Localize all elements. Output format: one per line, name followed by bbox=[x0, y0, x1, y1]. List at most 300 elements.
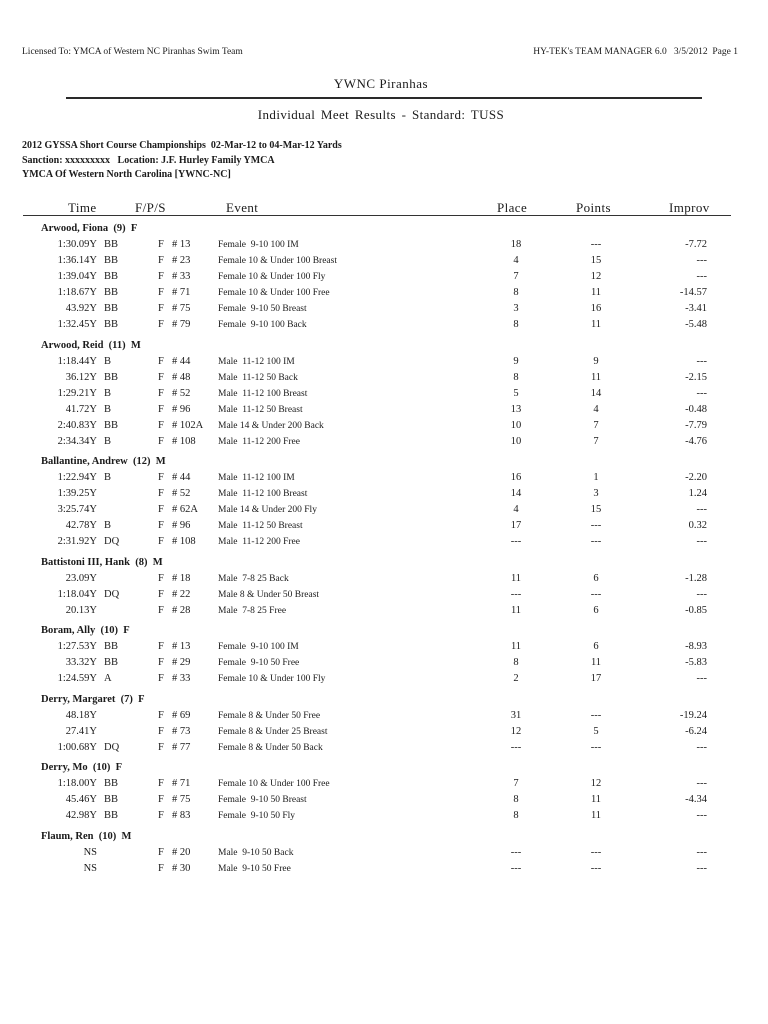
result-event: Male 11-12 200 Free bbox=[218, 436, 300, 447]
swimmer-name: Flaum, Ren (10) M bbox=[41, 830, 132, 842]
result-standard: BB bbox=[104, 319, 119, 330]
result-event: Female 8 & Under 50 Free bbox=[218, 710, 321, 721]
result-event-number: # 96 bbox=[172, 403, 191, 415]
result-event: Female 9-10 100 Back bbox=[218, 320, 307, 330]
results-table bbox=[0, 221, 768, 881]
report-subtitle: Individual Meet Results - Standard: TUSS bbox=[257, 107, 505, 122]
result-fps: F bbox=[158, 435, 164, 447]
result-place: 5 bbox=[513, 387, 519, 399]
result-improvement: -7.79 bbox=[685, 419, 707, 431]
result-event-number: # 83 bbox=[172, 810, 191, 821]
swimmer-group bbox=[0, 338, 768, 450]
result-standard: B bbox=[104, 435, 112, 447]
result-fps: F bbox=[158, 504, 164, 515]
result-row bbox=[0, 285, 768, 301]
team-line: YMCA Of Western North Carolina [YWNC-NC] bbox=[22, 169, 231, 180]
result-fps: F bbox=[158, 488, 164, 499]
result-row bbox=[0, 386, 768, 402]
result-points: 15 bbox=[590, 504, 602, 515]
result-event: Male 9-10 50 Free bbox=[218, 863, 291, 874]
result-fps: F bbox=[158, 403, 164, 415]
swimmer-group bbox=[0, 760, 768, 824]
result-improvement: -6.24 bbox=[685, 725, 707, 737]
swimmer-name: Ballantine, Andrew (12) M bbox=[41, 456, 166, 467]
result-row bbox=[0, 708, 768, 724]
result-event-number: # 73 bbox=[172, 725, 191, 737]
result-place: 14 bbox=[510, 488, 522, 499]
result-event: Female 10 & Under 100 Breast bbox=[218, 256, 337, 266]
result-time: 41.72Y bbox=[65, 403, 97, 415]
result-row bbox=[0, 301, 768, 317]
result-event: Female 8 & Under 25 Breast bbox=[218, 726, 328, 737]
result-place: --- bbox=[510, 741, 522, 753]
result-fps: F bbox=[158, 271, 164, 282]
result-event-number: # 108 bbox=[172, 536, 196, 547]
header-underline bbox=[23, 215, 731, 216]
result-row bbox=[0, 269, 768, 285]
result-points: 4 bbox=[593, 403, 599, 415]
software-version-line: HY-TEK's TEAM MANAGER 6.0 3/5/2012 Page 1 bbox=[533, 47, 738, 57]
result-standard: BB bbox=[104, 419, 119, 431]
result-event-number: # 75 bbox=[172, 794, 191, 805]
result-fps: F bbox=[158, 520, 164, 531]
swimmer-group bbox=[0, 555, 768, 619]
result-fps: F bbox=[158, 355, 164, 367]
result-row bbox=[0, 587, 768, 603]
result-points: --- bbox=[590, 741, 602, 753]
result-time: 33.32Y bbox=[65, 657, 97, 668]
result-fps: F bbox=[158, 387, 164, 399]
result-points: 3 bbox=[593, 488, 599, 499]
result-improvement: --- bbox=[696, 810, 707, 821]
result-place: 17 bbox=[510, 520, 522, 531]
result-time: 45.46Y bbox=[65, 794, 97, 805]
result-standard: BB bbox=[104, 641, 119, 652]
result-time: 1:22.94Y bbox=[57, 472, 97, 483]
result-improvement: 1.24 bbox=[688, 488, 707, 499]
result-improvement: --- bbox=[696, 778, 707, 789]
result-time: NS bbox=[83, 846, 97, 858]
result-points: 11 bbox=[590, 319, 602, 330]
result-improvement: -14.57 bbox=[679, 287, 707, 298]
result-event-number: # 18 bbox=[172, 572, 191, 584]
result-event-number: # 48 bbox=[172, 371, 191, 383]
result-event-number: # 44 bbox=[172, 472, 191, 483]
result-place: 8 bbox=[513, 319, 519, 330]
result-points: 1 bbox=[593, 472, 599, 483]
result-time: 36.12Y bbox=[65, 371, 97, 383]
result-points: --- bbox=[590, 588, 602, 600]
result-time: 3:25.74Y bbox=[57, 504, 97, 515]
result-fps: F bbox=[158, 371, 164, 383]
result-row bbox=[0, 740, 768, 756]
result-event: Female 10 & Under 100 Free bbox=[218, 779, 330, 789]
result-fps: F bbox=[158, 536, 164, 547]
result-event: Male 11-12 100 IM bbox=[218, 473, 295, 483]
result-event: Female 9-10 50 Free bbox=[218, 658, 300, 668]
result-fps: F bbox=[158, 741, 164, 753]
result-event-number: # 52 bbox=[172, 488, 191, 499]
result-event: Female 9-10 100 IM bbox=[218, 240, 299, 250]
result-event-number: # 108 bbox=[172, 435, 196, 447]
result-event-number: # 71 bbox=[172, 778, 191, 789]
swimmer-name: Boram, Ally (10) F bbox=[41, 625, 130, 636]
result-event: Female 9-10 50 Breast bbox=[218, 795, 307, 805]
result-improvement: --- bbox=[696, 673, 707, 684]
column-header-place: Place bbox=[497, 200, 528, 215]
result-points: --- bbox=[590, 536, 602, 547]
result-points: 11 bbox=[590, 657, 602, 668]
result-fps: F bbox=[158, 588, 164, 600]
result-row bbox=[0, 808, 768, 824]
result-improvement: --- bbox=[696, 862, 707, 874]
result-improvement: -2.20 bbox=[685, 472, 707, 483]
result-event-number: # 75 bbox=[172, 303, 191, 314]
result-points: 17 bbox=[590, 673, 602, 684]
result-time: 43.92Y bbox=[65, 303, 97, 314]
result-place: 8 bbox=[513, 371, 519, 383]
result-improvement: --- bbox=[696, 255, 707, 266]
result-standard: BB bbox=[104, 657, 119, 668]
result-place: 4 bbox=[513, 255, 519, 266]
result-fps: F bbox=[158, 641, 164, 652]
result-event-number: # 23 bbox=[172, 255, 191, 266]
result-time: 1:18.04Y bbox=[57, 588, 97, 600]
result-event: Female 10 & Under 100 Fly bbox=[218, 272, 326, 282]
result-fps: F bbox=[158, 657, 164, 668]
swimmer-group bbox=[0, 454, 768, 550]
result-event: Female 9-10 50 Breast bbox=[218, 304, 307, 314]
result-standard: DQ bbox=[104, 536, 120, 547]
result-row bbox=[0, 370, 768, 386]
result-time: 1:24.59Y bbox=[57, 673, 97, 684]
result-event: Male 14 & Under 200 Back bbox=[218, 420, 324, 431]
result-time: 1:36.14Y bbox=[57, 255, 97, 266]
result-improvement: --- bbox=[696, 846, 707, 858]
result-improvement: -5.83 bbox=[685, 657, 707, 668]
result-points: --- bbox=[590, 862, 602, 874]
result-place: 2 bbox=[513, 673, 519, 684]
result-fps: F bbox=[158, 725, 164, 737]
result-event-number: # 33 bbox=[172, 271, 191, 282]
result-place: 8 bbox=[513, 810, 519, 821]
result-standard: B bbox=[104, 355, 112, 367]
result-place: --- bbox=[510, 862, 522, 874]
result-place: 8 bbox=[513, 657, 519, 668]
result-points: 7 bbox=[593, 435, 599, 447]
result-standard: BB bbox=[104, 271, 119, 282]
report-title: YWNC Piranhas bbox=[333, 76, 429, 91]
result-event: Male 11-12 100 Breast bbox=[218, 489, 308, 499]
result-row bbox=[0, 861, 768, 877]
result-points: 11 bbox=[590, 794, 602, 805]
result-event: Male 11-12 100 Breast bbox=[218, 388, 308, 399]
result-improvement: --- bbox=[696, 355, 707, 367]
result-fps: F bbox=[158, 794, 164, 805]
result-row bbox=[0, 518, 768, 534]
result-fps: F bbox=[158, 287, 164, 298]
result-standard: BB bbox=[104, 239, 119, 250]
swimmer-name: Derry, Margaret (7) F bbox=[41, 693, 145, 705]
result-event: Male 11-12 50 Back bbox=[218, 372, 298, 383]
result-fps: F bbox=[158, 239, 164, 250]
meet-sanction-location-line: Sanction: xxxxxxxxx Location: J.F. Hurley Family YMCA bbox=[22, 155, 275, 166]
result-row bbox=[0, 470, 768, 486]
result-event-number: # 69 bbox=[172, 709, 191, 721]
result-improvement: -19.24 bbox=[679, 709, 707, 721]
result-event: Female 9-10 100 IM bbox=[218, 642, 299, 652]
result-row bbox=[0, 418, 768, 434]
result-event-number: # 13 bbox=[172, 239, 191, 250]
result-points: 12 bbox=[590, 271, 602, 282]
result-improvement: -5.48 bbox=[685, 319, 707, 330]
result-time: 1:30.09Y bbox=[57, 239, 97, 250]
result-time: 1:39.25Y bbox=[57, 488, 97, 499]
result-event-number: # 29 bbox=[172, 657, 191, 668]
result-standard: BB bbox=[104, 371, 119, 383]
result-row bbox=[0, 792, 768, 808]
result-place: 8 bbox=[513, 287, 519, 298]
result-place: 12 bbox=[510, 725, 522, 737]
result-improvement: --- bbox=[696, 741, 707, 753]
result-time: 20.13Y bbox=[65, 604, 97, 616]
result-event-number: # 52 bbox=[172, 387, 191, 399]
result-event-number: # 20 bbox=[172, 846, 191, 858]
result-improvement: --- bbox=[696, 504, 707, 515]
result-improvement: -8.93 bbox=[685, 641, 707, 652]
result-standard: BB bbox=[104, 794, 119, 805]
result-event: Male 11-12 200 Free bbox=[218, 537, 300, 547]
result-time: 23.09Y bbox=[65, 572, 97, 584]
result-standard: DQ bbox=[104, 741, 120, 753]
result-time: NS bbox=[83, 862, 97, 874]
result-fps: F bbox=[158, 419, 164, 431]
result-improvement: --- bbox=[696, 588, 707, 600]
result-event-number: # 30 bbox=[172, 862, 191, 874]
result-improvement: -0.48 bbox=[685, 403, 707, 415]
result-improvement: -1.28 bbox=[685, 572, 707, 584]
result-standard: B bbox=[104, 403, 112, 415]
result-fps: F bbox=[158, 673, 164, 684]
result-improvement: -4.76 bbox=[685, 435, 707, 447]
result-standard: BB bbox=[104, 255, 119, 266]
swimmer-group bbox=[0, 623, 768, 687]
result-event: Male 7-8 25 Free bbox=[218, 605, 287, 616]
result-points: 7 bbox=[593, 419, 599, 431]
result-place: 7 bbox=[513, 778, 519, 789]
result-improvement: --- bbox=[696, 271, 707, 282]
result-standard: B bbox=[104, 520, 112, 531]
result-points: 16 bbox=[590, 303, 602, 314]
result-points: 11 bbox=[590, 287, 602, 298]
result-place: 8 bbox=[513, 794, 519, 805]
license-line: Licensed To: YMCA of Western NC Piranhas Swim Team bbox=[22, 47, 243, 57]
result-row bbox=[0, 402, 768, 418]
column-header-time: Time bbox=[68, 200, 97, 215]
meet-name-line: 2012 GYSSA Short Course Championships 02-Mar-12 to 04-Mar-12 Yards bbox=[22, 140, 342, 151]
result-time: 2:40.83Y bbox=[57, 419, 97, 431]
result-time: 1:39.04Y bbox=[57, 271, 97, 282]
result-place: 11 bbox=[510, 641, 522, 652]
result-event-number: # 44 bbox=[172, 355, 191, 367]
result-event: Male 14 & Under 200 Fly bbox=[218, 505, 317, 515]
result-event: Male 11-12 50 Breast bbox=[218, 521, 303, 531]
result-points: 14 bbox=[590, 387, 602, 399]
result-improvement: --- bbox=[696, 536, 707, 547]
result-row bbox=[0, 253, 768, 269]
result-row bbox=[0, 655, 768, 671]
result-standard: BB bbox=[104, 778, 119, 789]
result-time: 42.78Y bbox=[65, 520, 97, 531]
result-event: Male 7-8 25 Back bbox=[218, 573, 289, 584]
result-place: 11 bbox=[510, 604, 522, 616]
result-standard: B bbox=[104, 472, 112, 483]
result-points: 12 bbox=[590, 778, 602, 789]
result-place: 11 bbox=[510, 572, 522, 584]
result-row bbox=[0, 671, 768, 687]
result-time: 48.18Y bbox=[65, 709, 97, 721]
result-event-number: # 28 bbox=[172, 604, 191, 616]
result-standard: B bbox=[104, 387, 112, 399]
result-row bbox=[0, 317, 768, 333]
result-improvement: --- bbox=[696, 387, 707, 399]
result-event: Male 8 & Under 50 Breast bbox=[218, 589, 320, 600]
result-standard: BB bbox=[104, 287, 119, 298]
result-row bbox=[0, 776, 768, 792]
result-event-number: # 33 bbox=[172, 673, 191, 684]
result-event: Female 9-10 50 Fly bbox=[218, 811, 296, 821]
column-header-fps: F/P/S bbox=[135, 200, 166, 215]
result-time: 1:29.21Y bbox=[57, 387, 97, 399]
result-event-number: # 22 bbox=[172, 588, 191, 600]
result-place: 9 bbox=[513, 355, 519, 367]
result-event-number: # 79 bbox=[172, 319, 191, 330]
result-row bbox=[0, 237, 768, 253]
result-points: 11 bbox=[590, 371, 602, 383]
result-points: --- bbox=[590, 239, 602, 250]
result-fps: F bbox=[158, 572, 164, 584]
title-rule bbox=[66, 97, 702, 99]
result-row bbox=[0, 639, 768, 655]
result-event-number: # 62A bbox=[172, 504, 198, 515]
result-fps: F bbox=[158, 303, 164, 314]
result-event-number: # 13 bbox=[172, 641, 191, 652]
result-time: 1:27.53Y bbox=[57, 641, 97, 652]
column-header-improv: Improv bbox=[669, 200, 710, 215]
column-header-event: Event bbox=[226, 200, 259, 215]
result-place: 10 bbox=[510, 419, 522, 431]
result-standard: BB bbox=[104, 810, 119, 821]
result-time: 1:18.00Y bbox=[57, 778, 97, 789]
result-points: --- bbox=[590, 709, 602, 721]
result-place: 18 bbox=[510, 239, 522, 250]
result-fps: F bbox=[158, 604, 164, 616]
result-improvement: -0.85 bbox=[685, 604, 707, 616]
result-fps: F bbox=[158, 255, 164, 266]
result-fps: F bbox=[158, 709, 164, 721]
result-place: 16 bbox=[510, 472, 522, 483]
result-row bbox=[0, 571, 768, 587]
swimmer-name: Arwood, Fiona (9) F bbox=[41, 223, 138, 234]
result-fps: F bbox=[158, 846, 164, 858]
swimmer-name: Derry, Mo (10) F bbox=[41, 762, 123, 773]
result-event: Male 9-10 50 Back bbox=[218, 847, 294, 858]
swimmer-name: Battistoni III, Hank (8) M bbox=[41, 556, 163, 568]
result-improvement: -3.41 bbox=[685, 303, 707, 314]
swimmer-name: Arwood, Reid (11) M bbox=[41, 339, 141, 351]
result-points: --- bbox=[590, 520, 602, 531]
result-points: 11 bbox=[590, 810, 602, 821]
result-place: --- bbox=[510, 846, 522, 858]
result-row bbox=[0, 603, 768, 619]
column-header-points: Points bbox=[576, 200, 611, 215]
result-fps: F bbox=[158, 472, 164, 483]
result-fps: F bbox=[158, 862, 164, 874]
result-points: --- bbox=[590, 846, 602, 858]
result-row bbox=[0, 845, 768, 861]
result-points: 15 bbox=[590, 255, 602, 266]
result-place: 4 bbox=[513, 504, 519, 515]
result-time: 1:00.68Y bbox=[57, 741, 97, 753]
result-place: --- bbox=[510, 588, 522, 600]
result-event: Female 10 & Under 100 Fly bbox=[218, 674, 326, 684]
result-event-number: # 77 bbox=[172, 741, 191, 753]
result-time: 2:34.34Y bbox=[57, 435, 97, 447]
result-row bbox=[0, 486, 768, 502]
result-improvement: 0.32 bbox=[688, 520, 707, 531]
result-standard: A bbox=[104, 673, 112, 684]
swimmer-group bbox=[0, 829, 768, 877]
result-place: 10 bbox=[510, 435, 522, 447]
result-points: 9 bbox=[593, 355, 599, 367]
result-points: 5 bbox=[593, 725, 599, 737]
result-time: 1:32.45Y bbox=[57, 319, 97, 330]
result-improvement: -7.72 bbox=[685, 239, 707, 250]
result-event: Female 8 & Under 50 Back bbox=[218, 742, 323, 753]
swimmer-group bbox=[0, 221, 768, 333]
result-event-number: # 96 bbox=[172, 520, 191, 531]
result-standard: BB bbox=[104, 303, 119, 314]
result-row bbox=[0, 534, 768, 550]
result-points: 6 bbox=[593, 572, 599, 584]
result-place: 13 bbox=[510, 403, 522, 415]
result-event: Female 10 & Under 100 Free bbox=[218, 288, 330, 298]
result-improvement: -4.34 bbox=[685, 794, 707, 805]
result-time: 1:18.44Y bbox=[57, 355, 97, 367]
result-place: 31 bbox=[510, 709, 522, 721]
result-fps: F bbox=[158, 778, 164, 789]
result-event: Male 11-12 100 IM bbox=[218, 356, 295, 367]
result-improvement: -2.15 bbox=[685, 371, 707, 383]
result-place: 3 bbox=[513, 303, 519, 314]
result-event: Male 11-12 50 Breast bbox=[218, 404, 303, 415]
result-event-number: # 71 bbox=[172, 287, 191, 298]
result-row bbox=[0, 434, 768, 450]
result-fps: F bbox=[158, 319, 164, 330]
result-standard: DQ bbox=[104, 588, 120, 600]
result-place: --- bbox=[510, 536, 522, 547]
swimmer-group bbox=[0, 692, 768, 756]
result-fps: F bbox=[158, 810, 164, 821]
result-row bbox=[0, 502, 768, 518]
result-row bbox=[0, 354, 768, 370]
result-time: 1:18.67Y bbox=[57, 287, 97, 298]
result-time: 42.98Y bbox=[65, 810, 97, 821]
result-points: 6 bbox=[593, 604, 599, 616]
result-time: 27.41Y bbox=[65, 725, 97, 737]
result-time: 2:31.92Y bbox=[57, 536, 97, 547]
result-row bbox=[0, 724, 768, 740]
